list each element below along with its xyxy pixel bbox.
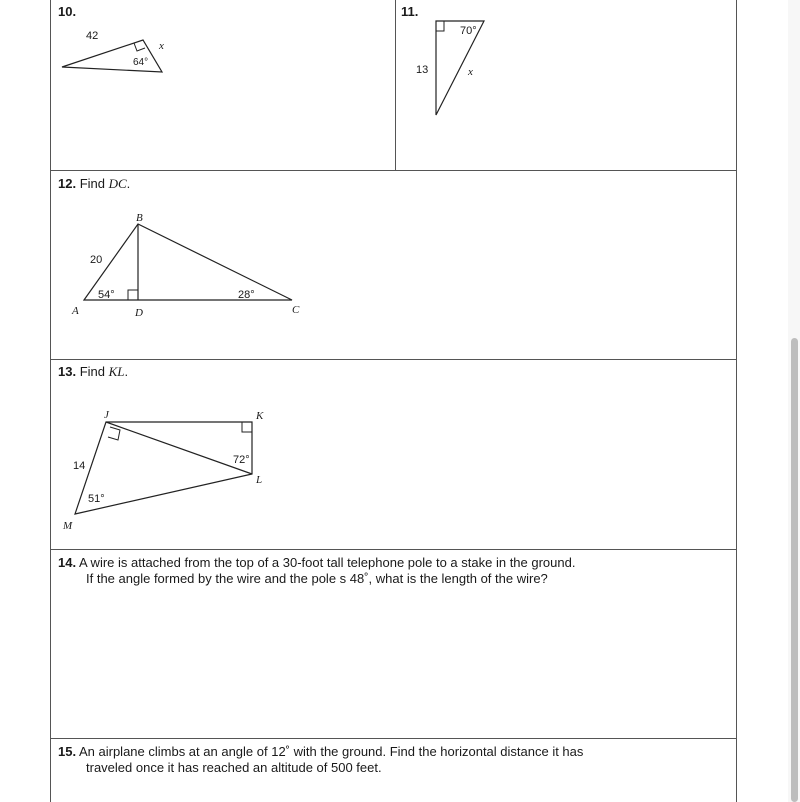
- row-divider: [50, 549, 737, 550]
- scrollbar-thumb[interactable]: [791, 338, 798, 802]
- question-number: 15.: [58, 744, 77, 759]
- q10-triangle-diagram: [55, 22, 175, 77]
- right-angle-marker: [242, 422, 252, 432]
- question-14: [58, 555, 575, 571]
- vertex-label: B: [136, 212, 143, 224]
- question-13: [58, 364, 128, 380]
- question-12: [58, 176, 130, 192]
- angle-label: 54°: [98, 289, 115, 301]
- vertex-label: D: [135, 307, 143, 319]
- side-label: x: [468, 66, 473, 78]
- q13-quadrilateral-diagram: [58, 405, 278, 535]
- side-label: 42: [86, 30, 99, 42]
- q11-triangle-diagram: [410, 15, 490, 120]
- vertex-label: M: [63, 520, 73, 532]
- angle-label: 70°: [460, 25, 477, 37]
- vertex-label: C: [292, 304, 300, 316]
- question-number: 11.: [401, 4, 419, 19]
- right-angle-marker: [134, 43, 145, 51]
- angle-label: 72°: [233, 454, 250, 466]
- row-divider: [50, 738, 737, 739]
- scrollbar-track[interactable]: [788, 0, 800, 802]
- vertex-label: J: [104, 409, 109, 421]
- right-angle-marker: [128, 290, 138, 300]
- question-text-line1: A wire is attached from the top of a 30-foot tall telephone pole to a stake in the ground.: [78, 555, 576, 570]
- question-number: 10.: [58, 4, 77, 19]
- q12-triangle-diagram: [65, 210, 315, 325]
- vertex-label: L: [256, 474, 263, 486]
- question-variable: DC: [108, 176, 127, 191]
- column-divider: [395, 0, 396, 170]
- question-prompt: Find: [79, 176, 109, 191]
- side-label: 20: [90, 254, 103, 266]
- diagonal: [106, 422, 252, 474]
- question-14-continued: [86, 571, 548, 587]
- angle-label: 51°: [88, 493, 105, 505]
- vertex-label: A: [72, 305, 79, 317]
- row-divider: [50, 170, 737, 171]
- side-label: 14: [73, 460, 86, 472]
- right-angle-marker: [436, 21, 444, 31]
- question-prompt: Find: [79, 364, 109, 379]
- question-15: [58, 744, 583, 760]
- question-variable: KL: [108, 364, 125, 379]
- question-10: [58, 4, 76, 20]
- angle-label: 64°: [133, 57, 149, 68]
- question-number: 14.: [58, 555, 77, 570]
- right-angle-marker: [108, 427, 120, 440]
- triangle: [84, 224, 292, 300]
- angle-label: 28°: [238, 289, 255, 301]
- worksheet-border: [50, 0, 737, 802]
- question-number: 13.: [58, 364, 77, 379]
- row-divider: [50, 359, 737, 360]
- question-text-line2: If the angle formed by the wire and the pole s 48˚, what is the length of the wire?: [86, 571, 548, 586]
- question-number: 12.: [58, 176, 77, 191]
- question-15-continued: [86, 760, 382, 776]
- question-text-line2: traveled once it has reached an altitude of 500 feet.: [86, 760, 382, 775]
- side-label: 13: [416, 64, 429, 76]
- question-prompt-end: .: [124, 364, 129, 379]
- vertex-label: K: [256, 410, 264, 422]
- question-prompt-end: .: [126, 176, 131, 191]
- question-text-line1: An airplane climbs at an angle of 12˚ with the ground. Find the horizontal distance it has: [78, 744, 584, 759]
- side-label: x: [159, 40, 164, 52]
